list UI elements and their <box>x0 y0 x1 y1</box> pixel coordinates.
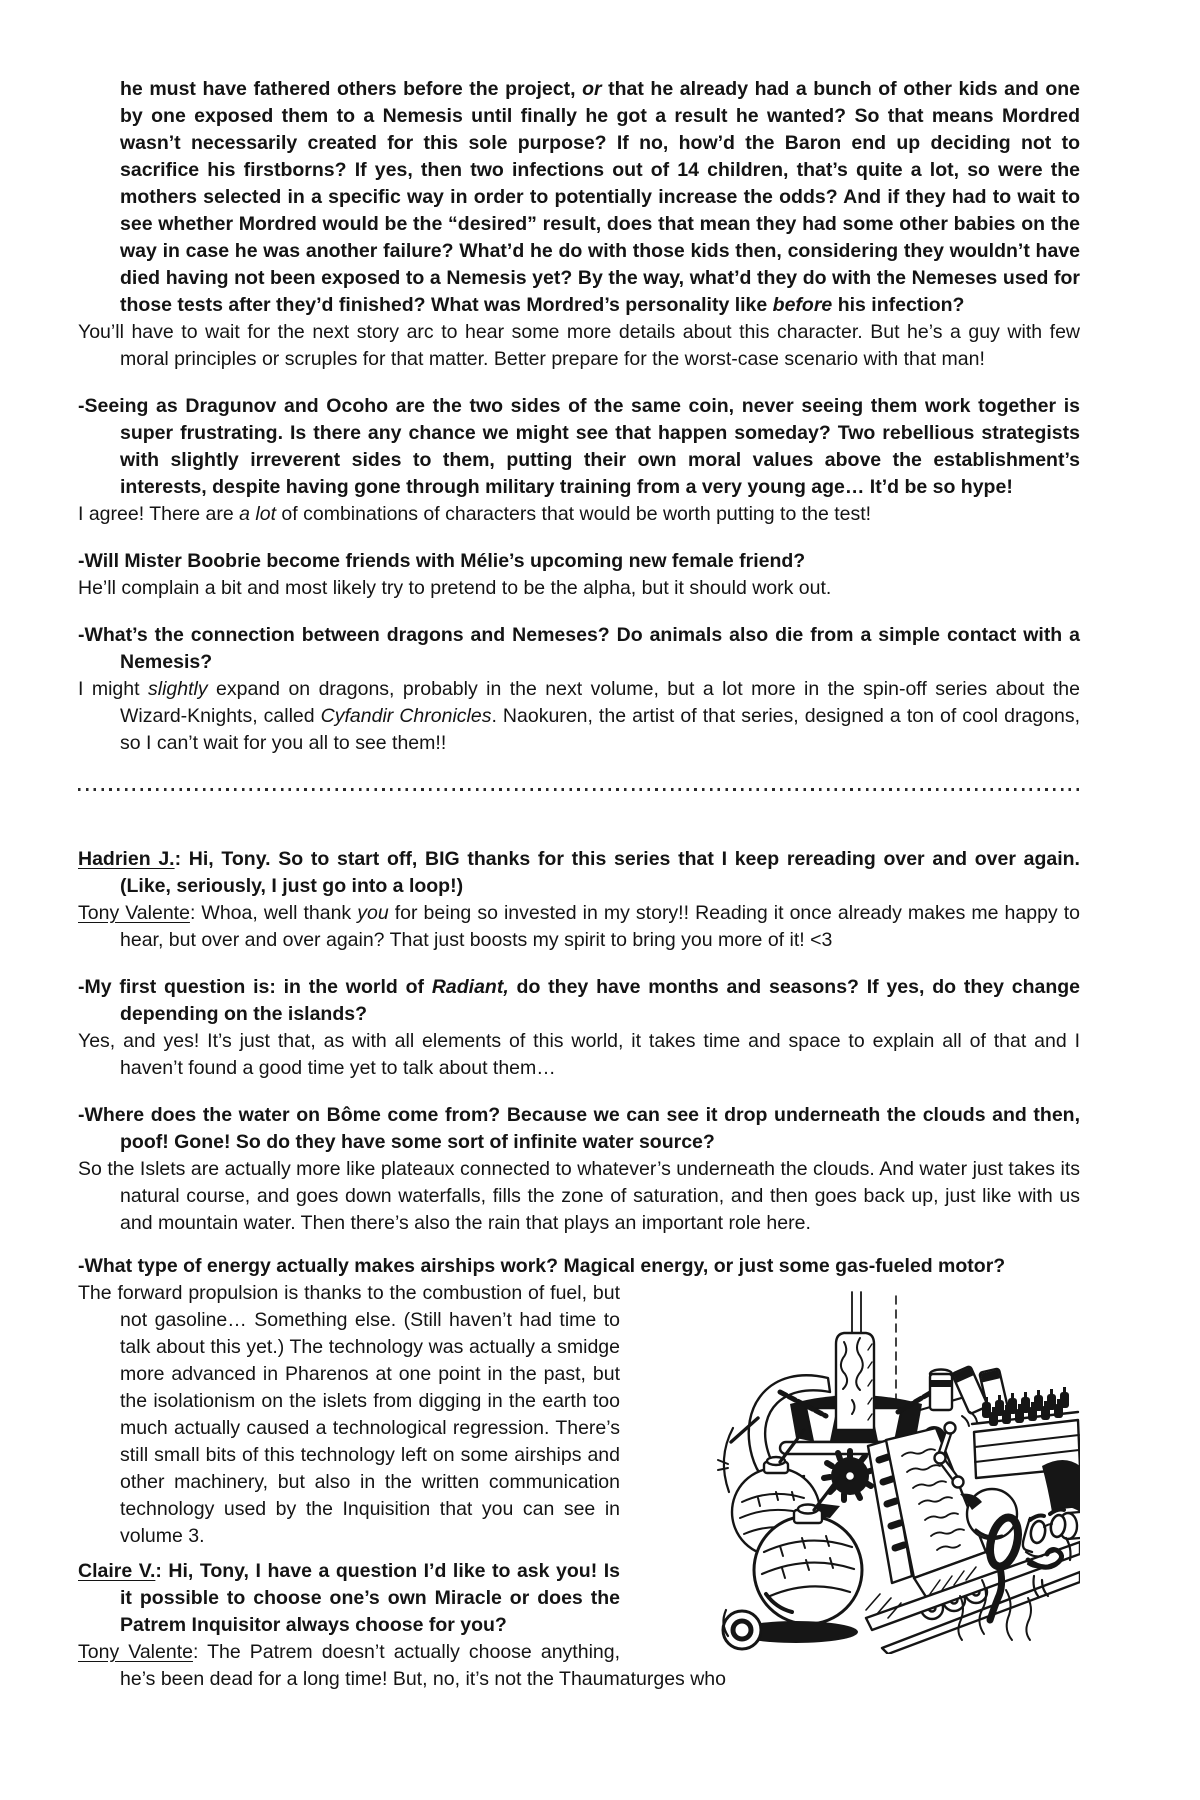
question-dragunov-ocoho: -Seeing as Dragunov and Ocoho are the two sides of the same coin, never seeing them work together is super frustrating. Is there any chance we might see that happen someday? Two rebellious strategists with slightly irreverent sides to them, putting their own moral values above the establishment’s interests, despite having gone through military training from a very young age… It’d be so hype! <box>78 395 1080 498</box>
carryover-question: he must have fathered others before the project, or that he already had a bunch of other kids and one by one exposed them to a Nemesis until finally he got a result he wanted? So that means Mordred wasn’t necessarily created for this sole purpose? If no, how’d the Baron end up deciding not to sacrifice his firstborns? If yes, then two infections out of 14 children, that’s quite a lot, so were the mothers selected in a specific way in order to potentially increase the odds? And if they had to wait to see whether Mordred would be the “desired” result, does that mean they had some other babies on the way in case he was another failure? What’d he do with those kids then, considering they wouldn’t have died having not been exposed to a Nemesis yet? By the way, what’d they do with the Nemeses used for those tests after they’d finished? What was Mordred’s personality like before his infection? <box>120 78 1081 316</box>
answer-dragunov-ocoho: I agree! There are a lot of combinations of characters that would be worth putting to the test! <box>78 503 872 525</box>
question-dragons: -What’s the connection between dragons and Nemeses? Do animals also die from a simple contact with a Nemesis? <box>78 624 1080 673</box>
question-boobrie: -Will Mister Boobrie become friends with Mélie’s upcoming new female friend? <box>78 550 806 572</box>
answer-boobrie: He’ll complain a bit and most likely try to pretend to be the alpha, but it should work out. <box>78 577 832 599</box>
workshop-machine-drawing <box>630 1280 1080 1654</box>
question-months-seasons: -My first question is: in the world of Radiant, do they have months and seasons? If yes, do they change depending on the islands? <box>78 976 1080 1025</box>
dotted-divider <box>78 788 1080 791</box>
question-airship-energy: -What type of energy actually makes airships work? Magical energy, or just some gas-fueled motor? <box>78 1255 1006 1277</box>
answer-dragons: I might slightly expand on dragons, probably in the next volume, but a lot more in the spin-off series about the Wizard-Knights, called Cyfandir Chronicles. Naokuren, the artist of that series, designed a ton of cool dragons, so I can’t wait for you all to see them!! <box>78 678 1080 754</box>
answer-airship-energy: The forward propulsion is thanks to the combustion of fuel, but not gasoline… Something else. (Still haven’t had time to talk about this yet.) The technology was actually a smidge more advanced in Pharenos at one point in the past, but the isolationism on the islets from digging in the earth too much actually caused a technological regression. There’s still small bits of this technology left on some airships and other machinery, but also in the written communication technology used by the Inquisition that you can see in volume 3. <box>78 1282 620 1547</box>
answer-hadrien: Tony Valente: Whoa, well thank you for being so invested in my story!! Reading it once already makes me happy to hear, but over and over again? That just boosts my spirit to bring you more of it! <3 <box>78 902 1080 951</box>
question-water-bome: -Where does the water on Bôme come from? Because we can see it drop underneath the clouds and then, poof! Gone! So do they have some sort of infinite water source? <box>78 1104 1080 1153</box>
workshop-machine-illustration <box>630 1280 1080 1654</box>
answer-months-seasons: Yes, and yes! It’s just that, as with all elements of this world, it takes time and space to explain all of that and I haven’t found a good time yet to talk about them… <box>78 1030 1080 1079</box>
question-claire: Claire V.: Hi, Tony, I have a question I’d like to ask you! Is it possible to choose one’s own Miracle or does the Patrem Inquisitor always choose for you? <box>78 1560 620 1636</box>
answer-claire: Tony Valente: The Patrem doesn’t actually choose anything, he’s been dead for a long time! But, no, it’s not the Thaumaturges who <box>78 1641 726 1690</box>
answer-water-bome: So the Islets are actually more like plateaux connected to whatever’s underneath the clouds. And water just takes its natural course, and goes down waterfalls, fills the zone of saturation, and then goes back up, just like with us and mountain water. Then there’s also the rain that plays an important role here. <box>78 1158 1080 1234</box>
question-hadrien: Hadrien J.: Hi, Tony. So to start off, BIG thanks for this series that I keep rereading over and over again. (Like, seriously, I just go into a loop!) <box>78 848 1080 897</box>
carved-pole <box>836 1333 874 1430</box>
answer-mordred: You’ll have to wait for the next story arc to hear some more details about this character. But he’s a guy with few moral principles or scruples for that matter. Better prepare for the worst-case scenario with that man! <box>78 321 1080 370</box>
